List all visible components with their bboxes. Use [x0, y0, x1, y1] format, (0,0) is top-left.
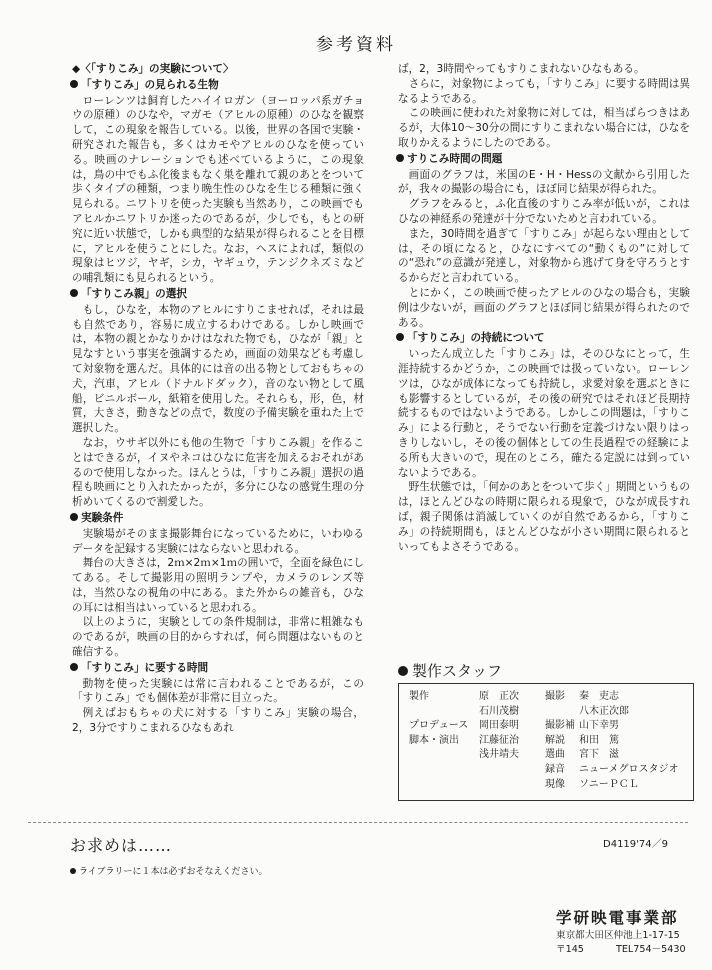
company-address: 東京都大田区仲池上1-17-15 — [556, 930, 680, 941]
inquiry-heading: お求めは…… — [70, 836, 173, 855]
bullet-dot-icon — [70, 289, 78, 297]
paragraph: また，30時間を過ぎて「すりこみ」が起らない理由としては，その頃になると，ひなにすべての“動くもの”に対しての“恐れ”の意識が発達し，対象物から逃げて身を守ろうとするからだと言われている。 — [398, 227, 690, 285]
library-note: ライブラリーに１本は必ずおそなえください。 — [70, 864, 267, 877]
bullet-dot-icon — [396, 333, 404, 341]
subsection-heading: 「すりこみ」に要する時間 — [72, 661, 364, 676]
subsection-heading: 「すりこみ」の見られる生物 — [72, 78, 364, 93]
paragraph: 動物を使った実験には常に言われることであるが，この「すりこみ」でも個体差が非常に目立った。 — [72, 677, 364, 705]
staff-role: 撮影 — [545, 691, 565, 702]
bullet-dot-icon — [70, 513, 78, 521]
phone-number: TEL754－5430 — [616, 944, 686, 955]
bullet-dot-icon — [398, 666, 408, 676]
bullet-dot-icon — [70, 868, 76, 874]
staff-name: ソニーＰＣＬ — [579, 778, 639, 790]
staff-row — [409, 778, 689, 793]
staff-name: 山下幸男 — [579, 720, 619, 732]
paragraph: 例えばおもちゃの犬に対する「すりこみ」実験の場合，2，3分ですりこまれるひなもあれ — [72, 707, 364, 735]
staff-role: 撮影補 — [545, 720, 575, 732]
staff-name: 岡田泰明 — [479, 720, 519, 732]
staff-name: 秦 吏志 — [579, 691, 619, 702]
paragraph: 以上のように，実験としての条件規制は，非常に粗雑なものであるが，映画の目的からすれば，何ら問題はないものと確信する。 — [72, 616, 364, 659]
staff-role: 録音 — [545, 763, 565, 775]
subsection-heading: すりこみ時間の問題 — [398, 152, 690, 167]
catalog-code: D4119'74／9 — [603, 839, 668, 850]
subsection-heading: 「すりこみ親」の選択 — [72, 287, 364, 302]
postal-code: 〒145 — [556, 944, 584, 955]
staff-role: 製作 — [409, 691, 429, 702]
staff-box — [398, 683, 694, 801]
staff-heading: 製作スタッフ — [398, 660, 502, 681]
right-column — [398, 62, 690, 554]
staff-row — [409, 763, 689, 778]
paragraph: いったん成立した「すりこみ」は，そのひなにとって，生涯持続するかどうか，この映画では扱っていない。ローレンツは，ひなが成体になっても持続し，求愛対象を選ぶときにも影響するとしているが，その後の研究ではそれほど長期持続するものではないようである。しかしこの問題は，「すりこみ」による行動と，そうでない行動を定義づけない限りはっきりしないし，その後の個体としての生長過程での経験による所も大きいので，現在のところ，確たる定説には到っていないようである。 — [398, 348, 690, 479]
staff-name: 江藤征治 — [479, 734, 519, 746]
staff-row — [409, 734, 689, 749]
paragraph: 画面のグラフは，米国のE・H・Hessの文献から引用したが，我々の撮影の場合にも，ほぼ同じ結果が得られた。 — [398, 168, 690, 196]
subsection-heading: 実験条件 — [72, 511, 364, 526]
subsection-heading: 「すりこみ」の持続について — [398, 331, 690, 346]
bullet-icon: ◆ — [72, 63, 81, 75]
staff-name: 八木正次郎 — [579, 705, 629, 717]
paragraph: なお，ウサギ以外にも他の生物で「すりこみ親」を作ることはできるが，イヌやネコはひなに危害を加えるおそれがあるので使用しなかった。ほんとうは，「すりこみ親」選択の過程も映画にとり入れたかったが，多分にひなの感覚生理の分析めいてくるので割愛した。 — [72, 436, 364, 509]
staff-name: 石川茂樹 — [479, 705, 519, 717]
bullet-dot-icon — [70, 80, 78, 88]
staff-role: 脚本・演出 — [409, 734, 459, 746]
paragraph: 実験場がそのまま撮影舞台になっているために，いわゆるデータを記録する実験にはならないと思われる。 — [72, 527, 364, 555]
bullet-dot-icon — [70, 663, 78, 671]
paragraph: とにかく，この映画で使ったアヒルのひなの場合も，実験例は少ないが，画面のグラフとほぼ同じ結果が得られたのである。 — [398, 286, 690, 329]
staff-name: ニューメグロスタジオ — [579, 763, 679, 775]
page-title: 参考資料 — [316, 35, 396, 55]
cut-line-divider — [28, 822, 688, 823]
staff-row — [409, 748, 689, 763]
section-heading: ◆〈「すりこみ」の実験について〉 — [72, 63, 234, 75]
staff-role: 現像 — [545, 778, 565, 790]
staff-row — [409, 719, 689, 734]
company-name: 学研映電事業部 — [556, 909, 679, 927]
staff-name: 宮下 滋 — [579, 749, 619, 761]
paragraph: グラフをみると，ふ化直後のすりこみ率が低いが，これはひなの神経系の発達が十分でないためと言われている。 — [398, 198, 690, 225]
paragraph: さらに，対象物によっても，「すりこみ」に要する時間は異なるようである。 — [398, 77, 690, 105]
staff-name: 和田 篤 — [579, 734, 619, 746]
staff-grid — [409, 690, 689, 792]
bullet-dot-icon — [396, 154, 404, 162]
paragraph: 野生状態では，「何かのあとをついて歩く」期間というものは，ほとんどひなの時期に限られる現象で，ひなが成長すれば，親子関係は消滅していくのが自然であるから，「すりこみ」の持続期間も，ほとんどひなが小さい期間に限られるといってもよさそうである。 — [398, 481, 690, 553]
staff-role: 解説 — [545, 734, 565, 746]
paragraph: ローレンツは飼育したハイイロガン（ヨーロッパ系ガチョウの原種）のひなや，マガモ（アヒルの原種）のひなを観察して，この現象を報告している。以後，世界の各国で実験・研究された報告も，多くはカモやアヒルのひなを使っている。映画のナレーションでも述べているように，この現象は，鳥の中でもふ化後まもなく巣を離れて親のあとをついて歩くタイプの種類，つまり晩生性のひなを生じる種類に強く見られる。ニワトリを使った実験も当然あり，この映画でもアヒルかニワトリか迷ったのであるが，少しでも，もとの研究に近い状態で，しかも典型的な結果が得られることを目標に，アヒルを使うことにした。なお，ヘスによれば，類似の現象はヒツジ，ヤギ，シカ，ヤギュウ，テンジクネズミなどの哺乳類にも見られるという。 — [72, 94, 364, 285]
paragraph: ば，2，3時間やってもすりこまれないひなもある。 — [398, 63, 645, 75]
staff-name: 浅井靖夫 — [479, 749, 519, 761]
staff-row — [409, 705, 689, 720]
paragraph: この映画に使われた対象物に対しては，相当ばらつきはあるが，大体10～30分の間にすりこまれない場合には，ひなを取りかえるようにしたのである。 — [398, 107, 690, 149]
staff-role: 選曲 — [545, 749, 565, 761]
paragraph: 舞台の大きさは，2ｍ×2ｍ×1ｍの囲いで，全面を緑色にしてある。そして撮影用の照明ランプや，カメラのレンズ等は，当然ひなの視角の中にある。また外からの雑音も，ひなの耳には相当はいっていると思われる。 — [72, 557, 365, 614]
staff-role: プロデュース — [409, 720, 469, 732]
staff-name: 原 正次 — [479, 691, 519, 702]
paragraph: もし，ひなを，本物のアヒルにすりこませれば，それは最も自然であり，容易に成立するわけである。しかし映画では，本物の親とかなりかけはなれた物でも，ひなが「親」と見なすという事実を強調するため，画面の効果なども考慮して対象物を選んだ。具体的には音の出る物としておもちゃの犬，汽車，アヒル（ドナルドダック），音のない物として風船，ビニルボール，紙箱を使用した。それらも，形，色，材質，大きさ，動きなどの点で，数度の予備実験を重ねた上で選択した。 — [72, 303, 364, 435]
left-column — [72, 62, 364, 736]
staff-row — [409, 690, 689, 705]
